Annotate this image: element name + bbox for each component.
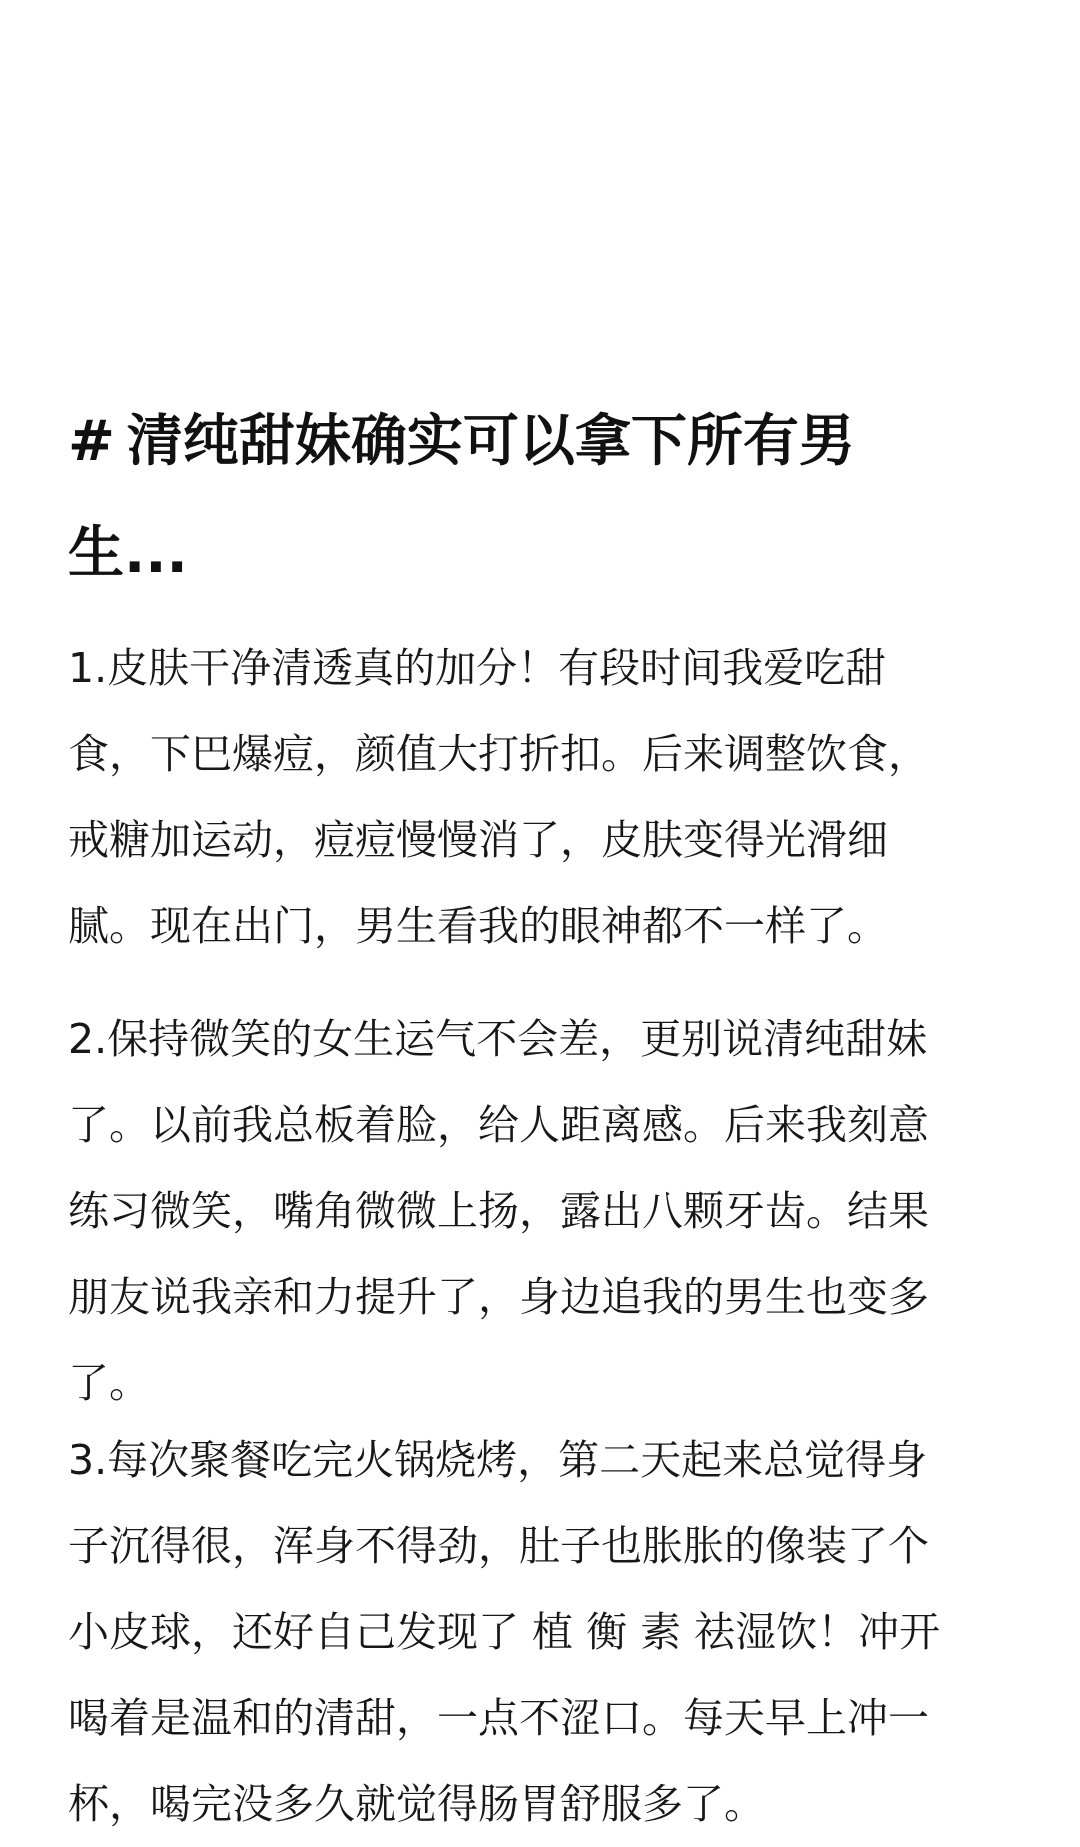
paragraph-2-line-2: 了。以前我总板着脸，给人距离感。后来我刻意: [68, 1101, 929, 1149]
paragraph-3-line-1: 3.每次聚餐吃完火锅烧烤，第二天起来总觉得身: [68, 1436, 928, 1484]
paragraph-2: [68, 996, 929, 1426]
paragraph-3-line-2: 子沉得很，浑身不得劲，肚子也胀胀的像装了个: [68, 1522, 929, 1570]
article-title: [68, 386, 1018, 610]
title-text-line-1: 清纯甜妹确实可以拿下所有男: [126, 409, 855, 474]
paragraph-3: [68, 1417, 940, 1847]
paragraph-3-line-4: 喝着是温和的清甜，一点不涩口。每天早上冲一: [68, 1694, 929, 1742]
article-body: [68, 386, 1018, 1828]
paragraph-2-line-5: 了。: [68, 1359, 150, 1407]
paragraph-3-line-5: 杯，喝完没多久就觉得肠胃舒服多了。: [68, 1780, 765, 1828]
paragraph-1-line-2: 食，下巴爆痘，颜值大打折扣。后来调整饮食，: [68, 730, 929, 778]
paragraph-3-line-3: 小皮球，还好自己发现了 植 衡 素 祛湿饮！冲开: [68, 1608, 941, 1656]
paragraph-1-line-4: 腻。现在出门，男生看我的眼神都不一样了。: [68, 902, 888, 950]
paragraph-1: [68, 625, 929, 969]
title-line-1: [68, 386, 1018, 498]
hashtag-symbol: #: [68, 409, 115, 474]
paragraph-1-line-3: 戒糖加运动，痘痘慢慢消了，皮肤变得光滑细: [68, 816, 888, 864]
paragraph-2-line-3: 练习微笑，嘴角微微上扬，露出八颗牙齿。结果: [68, 1187, 929, 1235]
paragraph-2-line-1: 2.保持微笑的女生运气不会差，更别说清纯甜妹: [68, 1015, 928, 1063]
paragraph-2-line-4: 朋友说我亲和力提升了，身边追我的男生也变多: [68, 1273, 929, 1321]
title-line-2: 生...: [68, 521, 188, 586]
paragraph-1-line-1: 1.皮肤干净清透真的加分！有段时间我爱吃甜: [68, 644, 887, 692]
